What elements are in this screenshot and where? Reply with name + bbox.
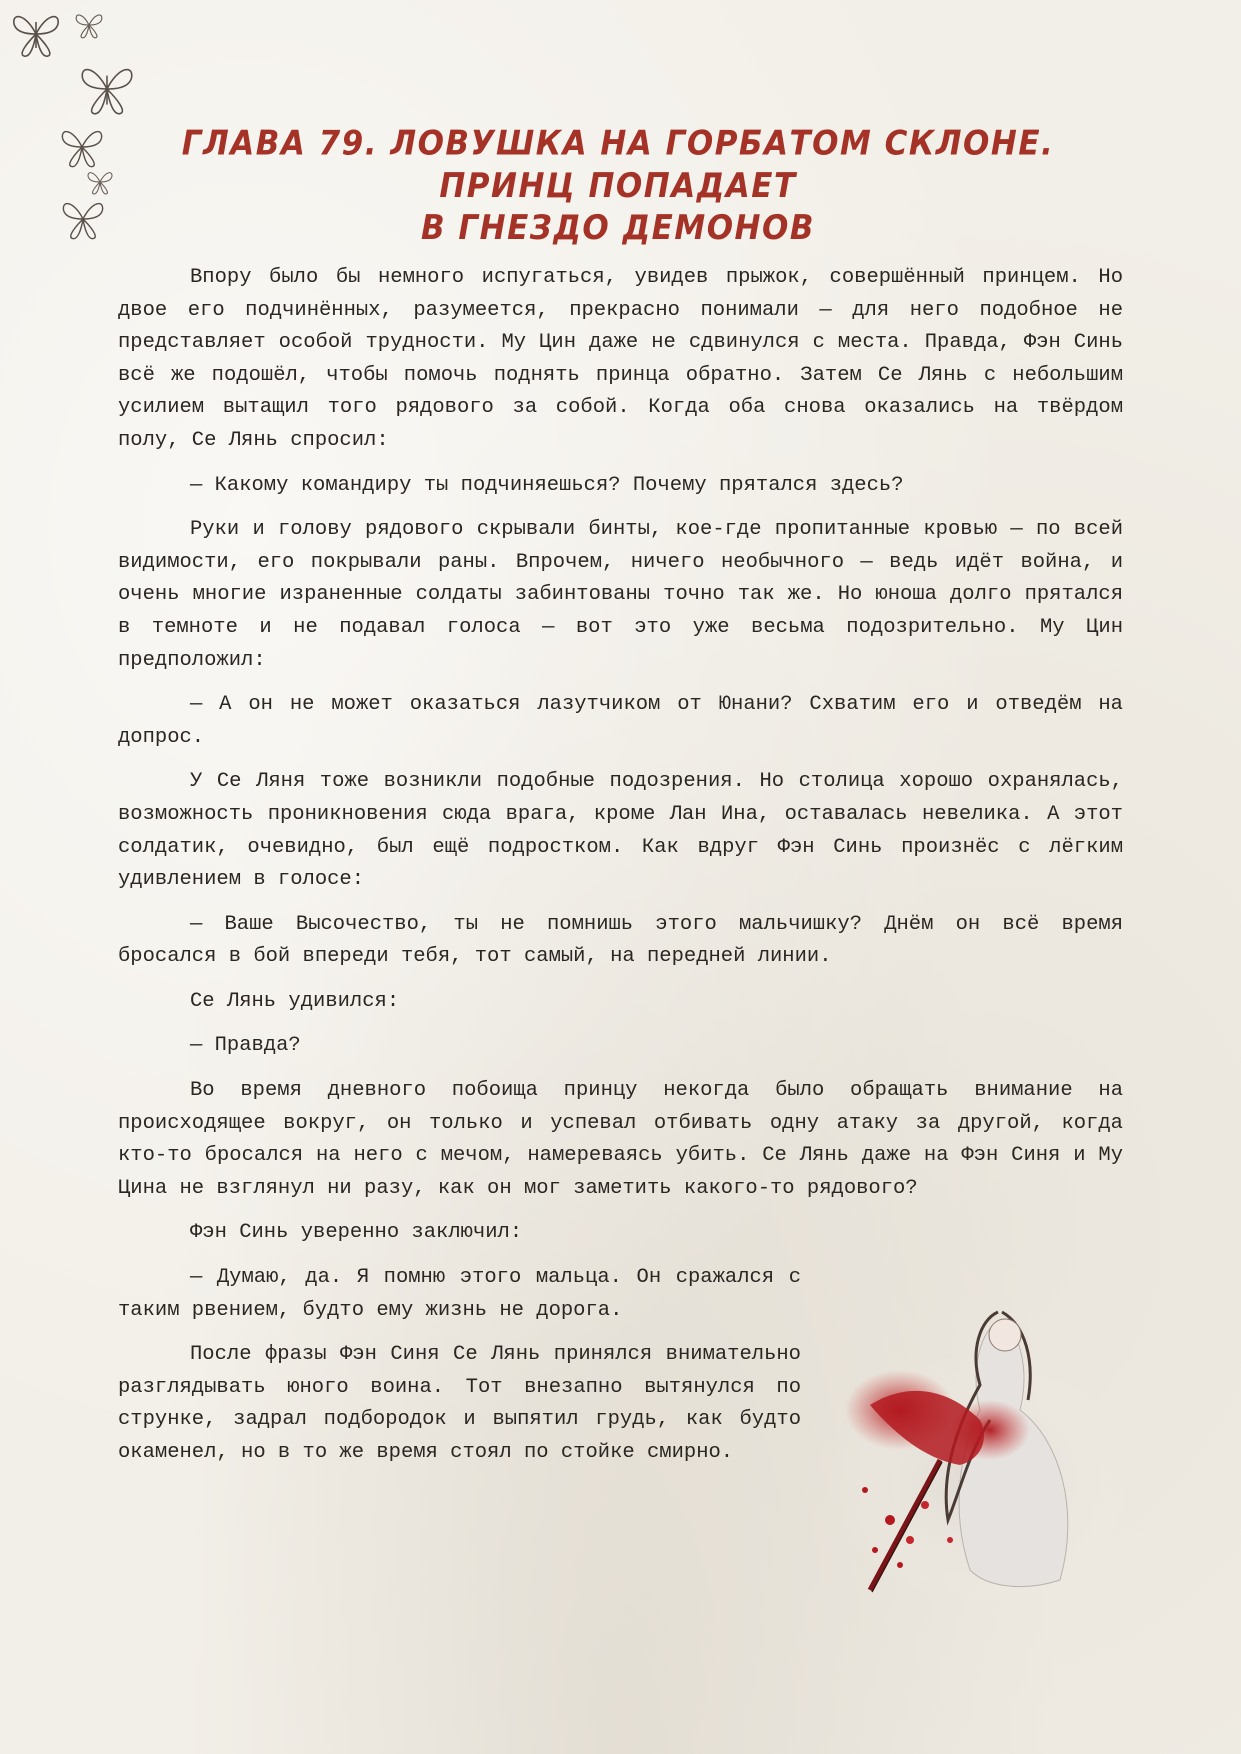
paragraph: Впору было бы немного испугаться, увидев прыжок, совершённый принцем. Но двое его подчинённых, разумеется, прекрасно понимали — для него подобное не представляет особой трудности. Му Цин даже не сдвинулся с места. Правда, Фэн Синь всё же подошёл, чтобы помочь поднять принца обратно. Затем Се Лянь с небольшим усилием вытащил того рядового за собой. Когда оба снова оказались на твёрдом полу, Се Лянь спросил:: [118, 266, 1123, 452]
warrior-illustration: [830, 1290, 1150, 1610]
paragraph: — Ваше Высочество, ты не помнишь этого мальчишку? Днём он всё время бросался в бой впереди тебя, тот самый, на передней линии.: [118, 912, 1123, 969]
paragraph: Фэн Синь уверенно заключил:: [190, 1221, 523, 1245]
paragraph: — Правда?: [190, 1034, 301, 1058]
paragraph: Руки и голову рядового скрывали бинты, кое-где пропитанные кровью — по всей видимости, его покрывали раны. Впрочем, ничего необычного — ведь идёт война, и очень многие израненные солдаты забинтованы точно так же. Но юноша долго прятался в темноте и не подавал голоса — вот это уже весьма подозрительно. Му Цин предположил:: [118, 518, 1123, 672]
chapter-title-line2: В ГНЕЗДО ДЕМОНОВ: [421, 208, 815, 248]
paragraph: — Какому командиру ты подчиняешься? Почему прятался здесь?: [190, 473, 904, 497]
paragraph: У Се Ляня тоже возникли подобные подозрения. Но столица хорошо охранялась, возможность проникновения сюда врага, кроме Лан Ина, оставалась невелика. А этот солдатик, очевидно, был ещё подростком. Как вдруг Фэн Синь произнёс с лёгким удивлением в голосе:: [118, 770, 1123, 892]
butterfly-icon: [58, 196, 108, 242]
butterfly-icon: [8, 8, 64, 60]
butterfly-icon: [72, 10, 106, 40]
paragraph: Се Лянь удивился:: [190, 989, 400, 1013]
butterfly-icon: [56, 124, 108, 170]
paragraph: — Думаю, да. Я помню этого мальца. Он сражался с таким рвением, будто ему жизнь не дорога.: [118, 1266, 801, 1322]
paragraph: — А он не может оказаться лазутчиком от Юнани? Схватим его и отведём на допрос.: [118, 693, 1123, 749]
butterfly-icon: [84, 168, 116, 196]
chapter-title-line1: ГЛАВА 79. ЛОВУШКА НА ГОРБАТОМ СКЛОНЕ. ПРИНЦ ПОПАДАЕТ: [181, 124, 1055, 206]
chapter-title: [118, 123, 1118, 249]
paragraph: После фразы Фэн Синя Се Лянь принялся внимательно разглядывать юного воина. Тот внезапно вытянулся по струнке, задрал подбородок и выпятил грудь, как будто окаменел, но в то же время стоял по стойке смирно.: [118, 1343, 801, 1464]
paragraph: Во время дневного побоища принцу некогда было обращать внимание на происходящее вокруг, он только и успевал отбивать одну атаку за другой, когда кто-то бросался на него с мечом, намереваясь убить. Се Лянь даже на Фэн Синя и Му Цина не взглянул ни разу, как он мог заметить какого-то рядового?: [118, 1079, 1123, 1200]
butterfly-icon: [74, 60, 140, 118]
